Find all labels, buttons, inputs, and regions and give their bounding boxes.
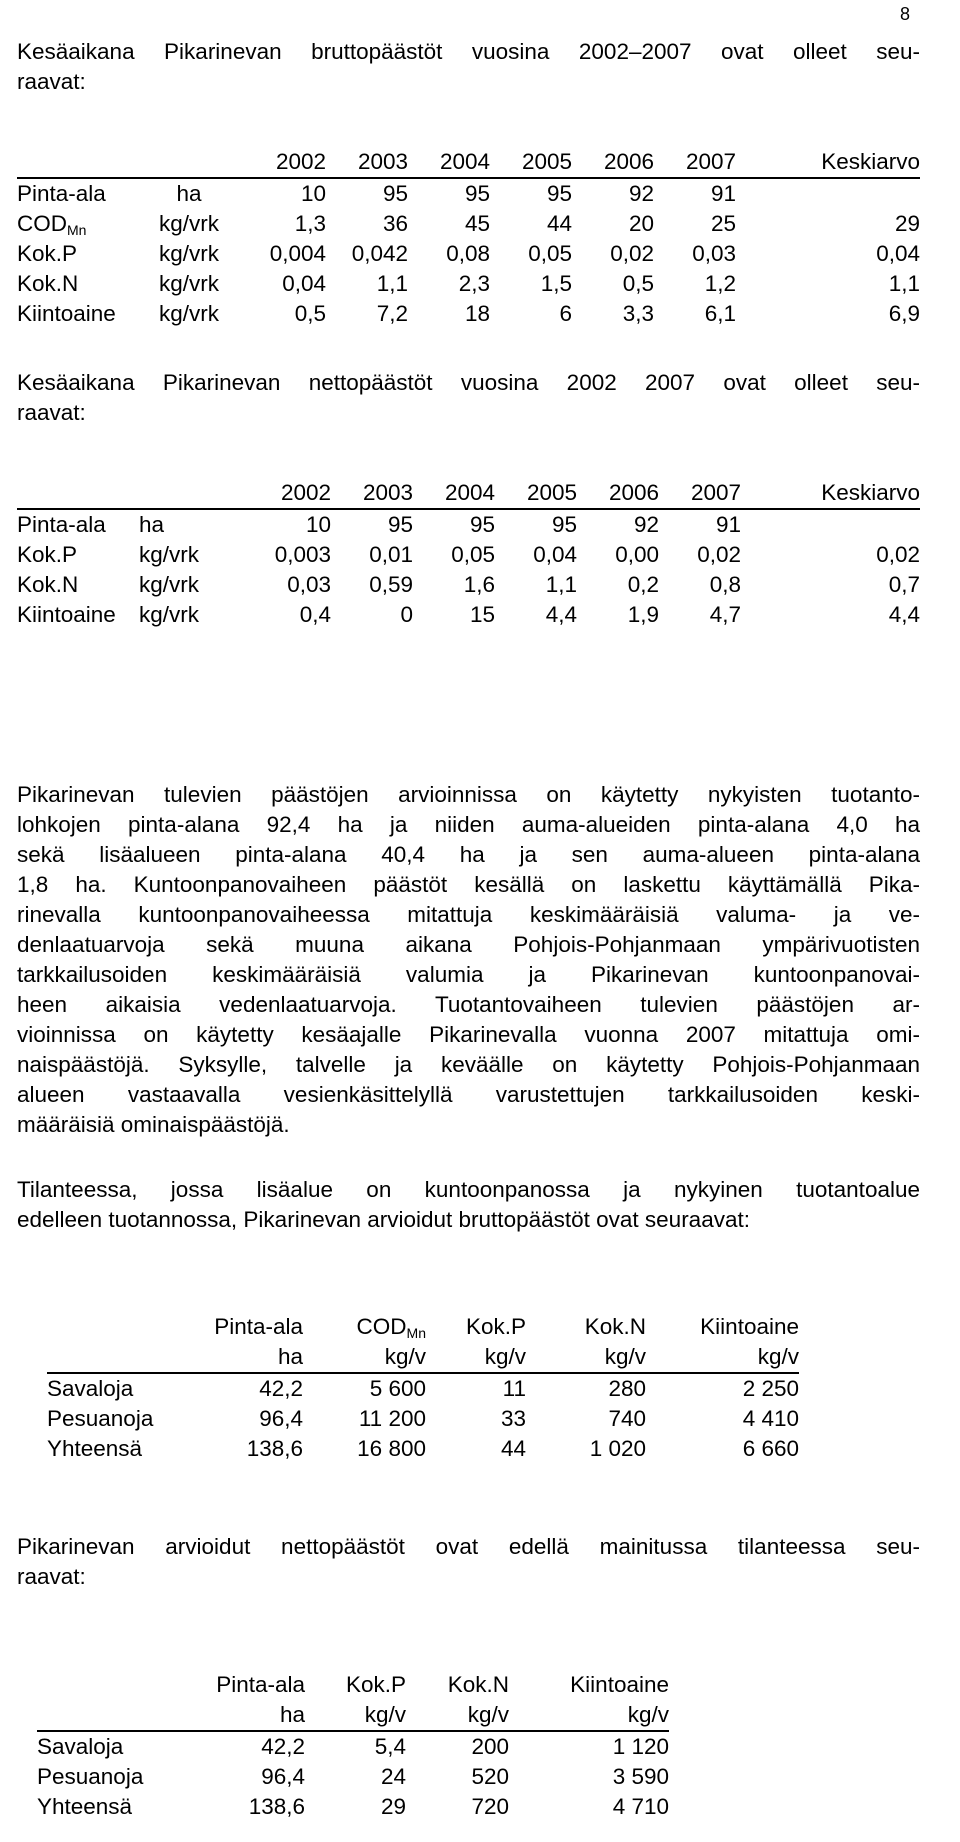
value-cell: 0,8 [709,572,741,597]
value-cell: 4,7 [709,602,741,627]
header-cell: Kok.N [447,1672,509,1697]
table-row [17,209,920,239]
header-cell: kg/v [484,1344,526,1369]
row-label: Pesuanoja [47,1406,154,1431]
header-cell: 2003 [326,147,408,178]
value-cell: 11 [502,1376,526,1401]
value-cell [736,178,920,209]
paragraph-line: alueen vastaavalla vesienkäsittelyllä varustettujen tarkkailusoiden keski- [17,1082,920,1107]
paragraph-line: 1,8 ha. Kuntoonpanovaiheen päästöt kesällä on laskettu käyttämällä Pika- [17,872,920,897]
scenario-gross-emissions-table [47,1312,799,1464]
value-cell: 96,4 [261,1764,305,1789]
header-cell: 2007 [659,478,741,509]
header-cell: ha [277,1344,303,1369]
gross-emissions-intro [17,37,920,97]
table-row [37,1792,669,1822]
value-cell: 95 [387,512,413,537]
table-row [17,239,920,269]
cod-label: COD [356,1314,407,1339]
value-cell: 10 [300,181,326,206]
value-cell: 18 [464,301,490,326]
header-cell: kg/v [627,1702,669,1727]
value-cell: 0,02 [697,542,741,567]
value-cell: 5 600 [369,1376,426,1401]
value-cell: 20 [628,211,654,236]
value-cell: 0,05 [451,542,495,567]
value-cell: 0,7 [888,572,920,597]
value-cell: 42,2 [261,1734,305,1759]
table-header-row [37,1670,669,1700]
value-cell: 2,3 [458,271,490,296]
intro-line: Kesäaikana Pikarinevan bruttopäästöt vuosina 2002–2007 ovat olleet seu- [17,39,920,64]
paragraph-line: lohkojen pinta-alana 92,4 ha ja niiden auma-alueiden pinta-alana 4,0 ha [17,812,920,837]
header-cell: ha [279,1702,305,1727]
value-cell: 200 [471,1734,509,1759]
cod-subscript: Mn [406,1325,426,1341]
table-row [17,540,920,570]
value-cell [741,509,920,540]
value-cell: 1,2 [704,271,736,296]
value-cell: 740 [608,1406,646,1431]
unit-cell: ha [176,181,202,206]
scenario-paragraph [17,1175,920,1235]
header-cell: Keskiarvo [741,478,920,509]
unit-cell: kg/vrk [158,211,219,236]
value-cell: 10 [305,512,331,537]
header-cell: 2006 [577,478,659,509]
value-cell: 29 [380,1794,406,1819]
paragraph-line: naispäästöjä. Syksylle, talvelle ja keväälle on käytetty Pohjois-Pohjanmaan [17,1052,920,1077]
value-cell: 0,4 [299,602,331,627]
paragraph-line: määräisiä ominaispäästöjä. [17,1112,290,1137]
header-cell: Kok.P [465,1314,526,1339]
header-cell [17,478,139,509]
value-cell: 42,2 [259,1376,303,1401]
value-cell: 92 [633,512,659,537]
header-cell [47,1312,177,1342]
value-cell: 95 [546,181,572,206]
header-cell: Pinta-ala [214,1314,303,1339]
value-cell: 0,02 [610,241,654,266]
value-cell: 96,4 [259,1406,303,1431]
table-row [17,570,920,600]
value-cell: 520 [471,1764,509,1789]
unit-cell: kg/vrk [139,602,200,627]
scenario-net-emissions-table [37,1670,669,1822]
paragraph-line: tarkkailusoiden keskimääräisiä valumia ja Pikarinevan kuntoonpanovai- [17,962,920,987]
header-cell: 2005 [495,478,577,509]
value-cell: 0,5 [622,271,654,296]
header-cell: 2004 [413,478,495,509]
value-cell: 25 [710,211,736,236]
unit-cell: kg/vrk [139,572,200,597]
param-label: Kok.P [17,241,78,266]
paragraph-line: edelleen tuotannossa, Pikarinevan arvioidut bruttopäästöt ovat seuraavat: [17,1207,750,1232]
paragraph-line: rinevalla kuntoonpanovaiheessa mitattuja keskimääräisiä valuma- ja ve- [17,902,920,927]
value-cell: 138,6 [248,1794,305,1819]
header-cell: Keskiarvo [736,147,920,178]
value-cell: 0,05 [528,241,572,266]
table-row [47,1434,799,1464]
value-cell: 95 [464,181,490,206]
value-cell: 4,4 [888,602,920,627]
value-cell: 0,003 [274,542,331,567]
value-cell: 0,00 [615,542,659,567]
paragraph-line: denlaatuarvoja sekä muuna aikana Pohjois-Pohjanmaan ympärivuotisten [17,932,920,957]
value-cell: 0,5 [294,301,326,326]
table-row [17,600,920,630]
paragraph-line: heen aikaisia vedenlaatuarvoja. Tuotantovaiheen tulevien päästöjen ar- [17,992,920,1017]
value-cell: 24 [380,1764,406,1789]
value-cell: 1,9 [627,602,659,627]
intro-line: raavat: [17,400,86,425]
row-label: Yhteensä [47,1436,143,1461]
param-cell [17,209,133,239]
value-cell: 1,1 [545,572,577,597]
value-cell: 0,02 [876,542,920,567]
intro-line: raavat: [17,69,86,94]
value-cell: 1,1 [376,271,408,296]
value-cell: 3,3 [622,301,654,326]
gross-emissions-table [17,147,920,329]
value-cell: 0,004 [269,241,326,266]
unit-cell: kg/vrk [158,301,219,326]
value-cell: 4 410 [742,1406,799,1431]
table-row [47,1404,799,1434]
page-number: 8 [899,4,910,24]
value-cell: 4,4 [545,602,577,627]
paragraph-line: Pikarinevan tulevien päästöjen arvioinnissa on käytetty nykyisten tuotanto- [17,782,920,807]
value-cell: 0,04 [533,542,577,567]
value-cell: 29 [894,211,920,236]
value-cell: 36 [382,211,408,236]
param-cell [17,299,133,329]
paragraph-line: Tilanteessa, jossa lisäalue on kuntoonpanossa ja nykyinen tuotantoalue [17,1177,920,1202]
value-cell: 0,03 [692,241,736,266]
header-cell: kg/v [604,1344,646,1369]
header-cell [303,1312,426,1342]
unit-cell: kg/vrk [158,271,219,296]
header-cell: Kiintoaine [700,1314,799,1339]
value-cell: 7,2 [376,301,408,326]
param-cell [17,269,133,299]
header-cell: Kok.N [584,1314,646,1339]
header-cell: 2002 [245,147,326,178]
header-cell: 2006 [572,147,654,178]
value-cell: 91 [710,181,736,206]
value-cell: 0,03 [287,572,331,597]
value-cell: 0 [400,602,413,627]
header-cell [17,147,133,178]
header-cell: Kok.P [345,1672,406,1697]
param-cell: Pinta-ala [17,512,106,537]
param-cell: Kiintoaine [17,602,116,627]
table-row [17,299,920,329]
value-cell: 280 [608,1376,646,1401]
value-cell: 0,01 [369,542,413,567]
value-cell: 0,2 [627,572,659,597]
value-cell: 6 660 [742,1436,799,1461]
header-cell: 2002 [251,478,331,509]
intro-line: raavat: [17,1564,86,1589]
value-cell: 92 [628,181,654,206]
intro-line: Pikarinevan arvioidut nettopäästöt ovat edellä mainitussa tilanteessa seu- [17,1534,920,1559]
value-cell: 16 800 [357,1436,426,1461]
header-cell: 2004 [408,147,490,178]
estimation-method-paragraph [17,780,920,1140]
unit-cell: ha [139,512,165,537]
value-cell: 1,3 [294,211,326,236]
value-cell: 95 [382,181,408,206]
header-cell [37,1700,167,1731]
value-cell: 6,1 [704,301,736,326]
value-cell: 3 590 [612,1764,669,1789]
value-cell: 95 [469,512,495,537]
intro-line: Kesäaikana Pikarinevan nettopäästöt vuosina 2002 2007 ovat olleet seu- [17,370,920,395]
value-cell: 15 [469,602,495,627]
table-header-row [47,1312,799,1342]
value-cell: 0,042 [351,241,408,266]
table-header-row [37,1700,669,1731]
header-cell [133,147,245,178]
header-cell [37,1670,167,1700]
value-cell: 1,5 [540,271,572,296]
scenario-net-intro [17,1532,920,1592]
table-row [47,1373,799,1404]
value-cell: 720 [471,1794,509,1819]
header-cell: Pinta-ala [216,1672,305,1697]
value-cell: 6 [559,301,572,326]
value-cell: 0,08 [446,241,490,266]
table-row [37,1731,669,1762]
row-label: Savaloja [37,1734,124,1759]
param-cell [17,239,133,269]
value-cell: 4 710 [612,1794,669,1819]
value-cell: 45 [464,211,490,236]
param-label: Kiintoaine [17,301,116,326]
value-cell: 91 [715,512,741,537]
value-cell: 95 [551,512,577,537]
param-label: Kok.N [17,271,79,296]
param-cell: Kok.N [17,572,79,597]
table-row [17,509,920,540]
value-cell: 44 [546,211,572,236]
value-cell: 2 250 [742,1376,799,1401]
param-label: COD [17,211,67,236]
value-cell: 11 200 [358,1406,426,1431]
header-cell: kg/v [364,1702,406,1727]
table-header-row [17,147,920,178]
value-cell: 0,04 [282,271,326,296]
param-cell [17,178,133,209]
value-cell: 6,9 [888,301,920,326]
value-cell: 0,59 [369,572,413,597]
param-cell: Kok.P [17,542,78,567]
table-row [17,269,920,299]
row-label: Yhteensä [37,1794,133,1819]
header-cell: 2007 [654,147,736,178]
table-row [17,178,920,209]
header-cell: kg/v [757,1344,799,1369]
value-cell: 138,6 [246,1436,303,1461]
value-cell: 1,1 [888,271,920,296]
unit-cell: kg/vrk [158,241,219,266]
param-subscript: Mn [67,222,87,238]
table-header-row [17,478,920,509]
value-cell: 5,4 [374,1734,406,1759]
value-cell: 1 020 [589,1436,646,1461]
value-cell: 1,6 [463,572,495,597]
value-cell: 0,04 [876,241,920,266]
value-cell: 44 [500,1436,526,1461]
row-label: Pesuanoja [37,1764,144,1789]
header-cell: kg/v [384,1344,426,1369]
row-label: Savaloja [47,1376,134,1401]
paragraph-line: sekä lisäalueen pinta-alana 40,4 ha ja sen auma-alueen pinta-alana [17,842,920,867]
header-cell [47,1342,177,1373]
header-cell: kg/v [467,1702,509,1727]
net-emissions-table [17,478,920,630]
header-cell: 2005 [490,147,572,178]
net-emissions-intro [17,368,920,428]
header-cell [139,478,251,509]
param-label: Pinta-ala [17,181,106,206]
unit-cell: kg/vrk [139,542,200,567]
header-cell: 2003 [331,478,413,509]
table-row [37,1762,669,1792]
header-cell: Kiintoaine [570,1672,669,1697]
paragraph-line: vioinnissa on käytetty kesäajalle Pikarinevalla vuonna 2007 mitattuja omi- [17,1022,920,1047]
table-header-row [47,1342,799,1373]
value-cell: 33 [500,1406,526,1431]
value-cell: 1 120 [612,1734,669,1759]
